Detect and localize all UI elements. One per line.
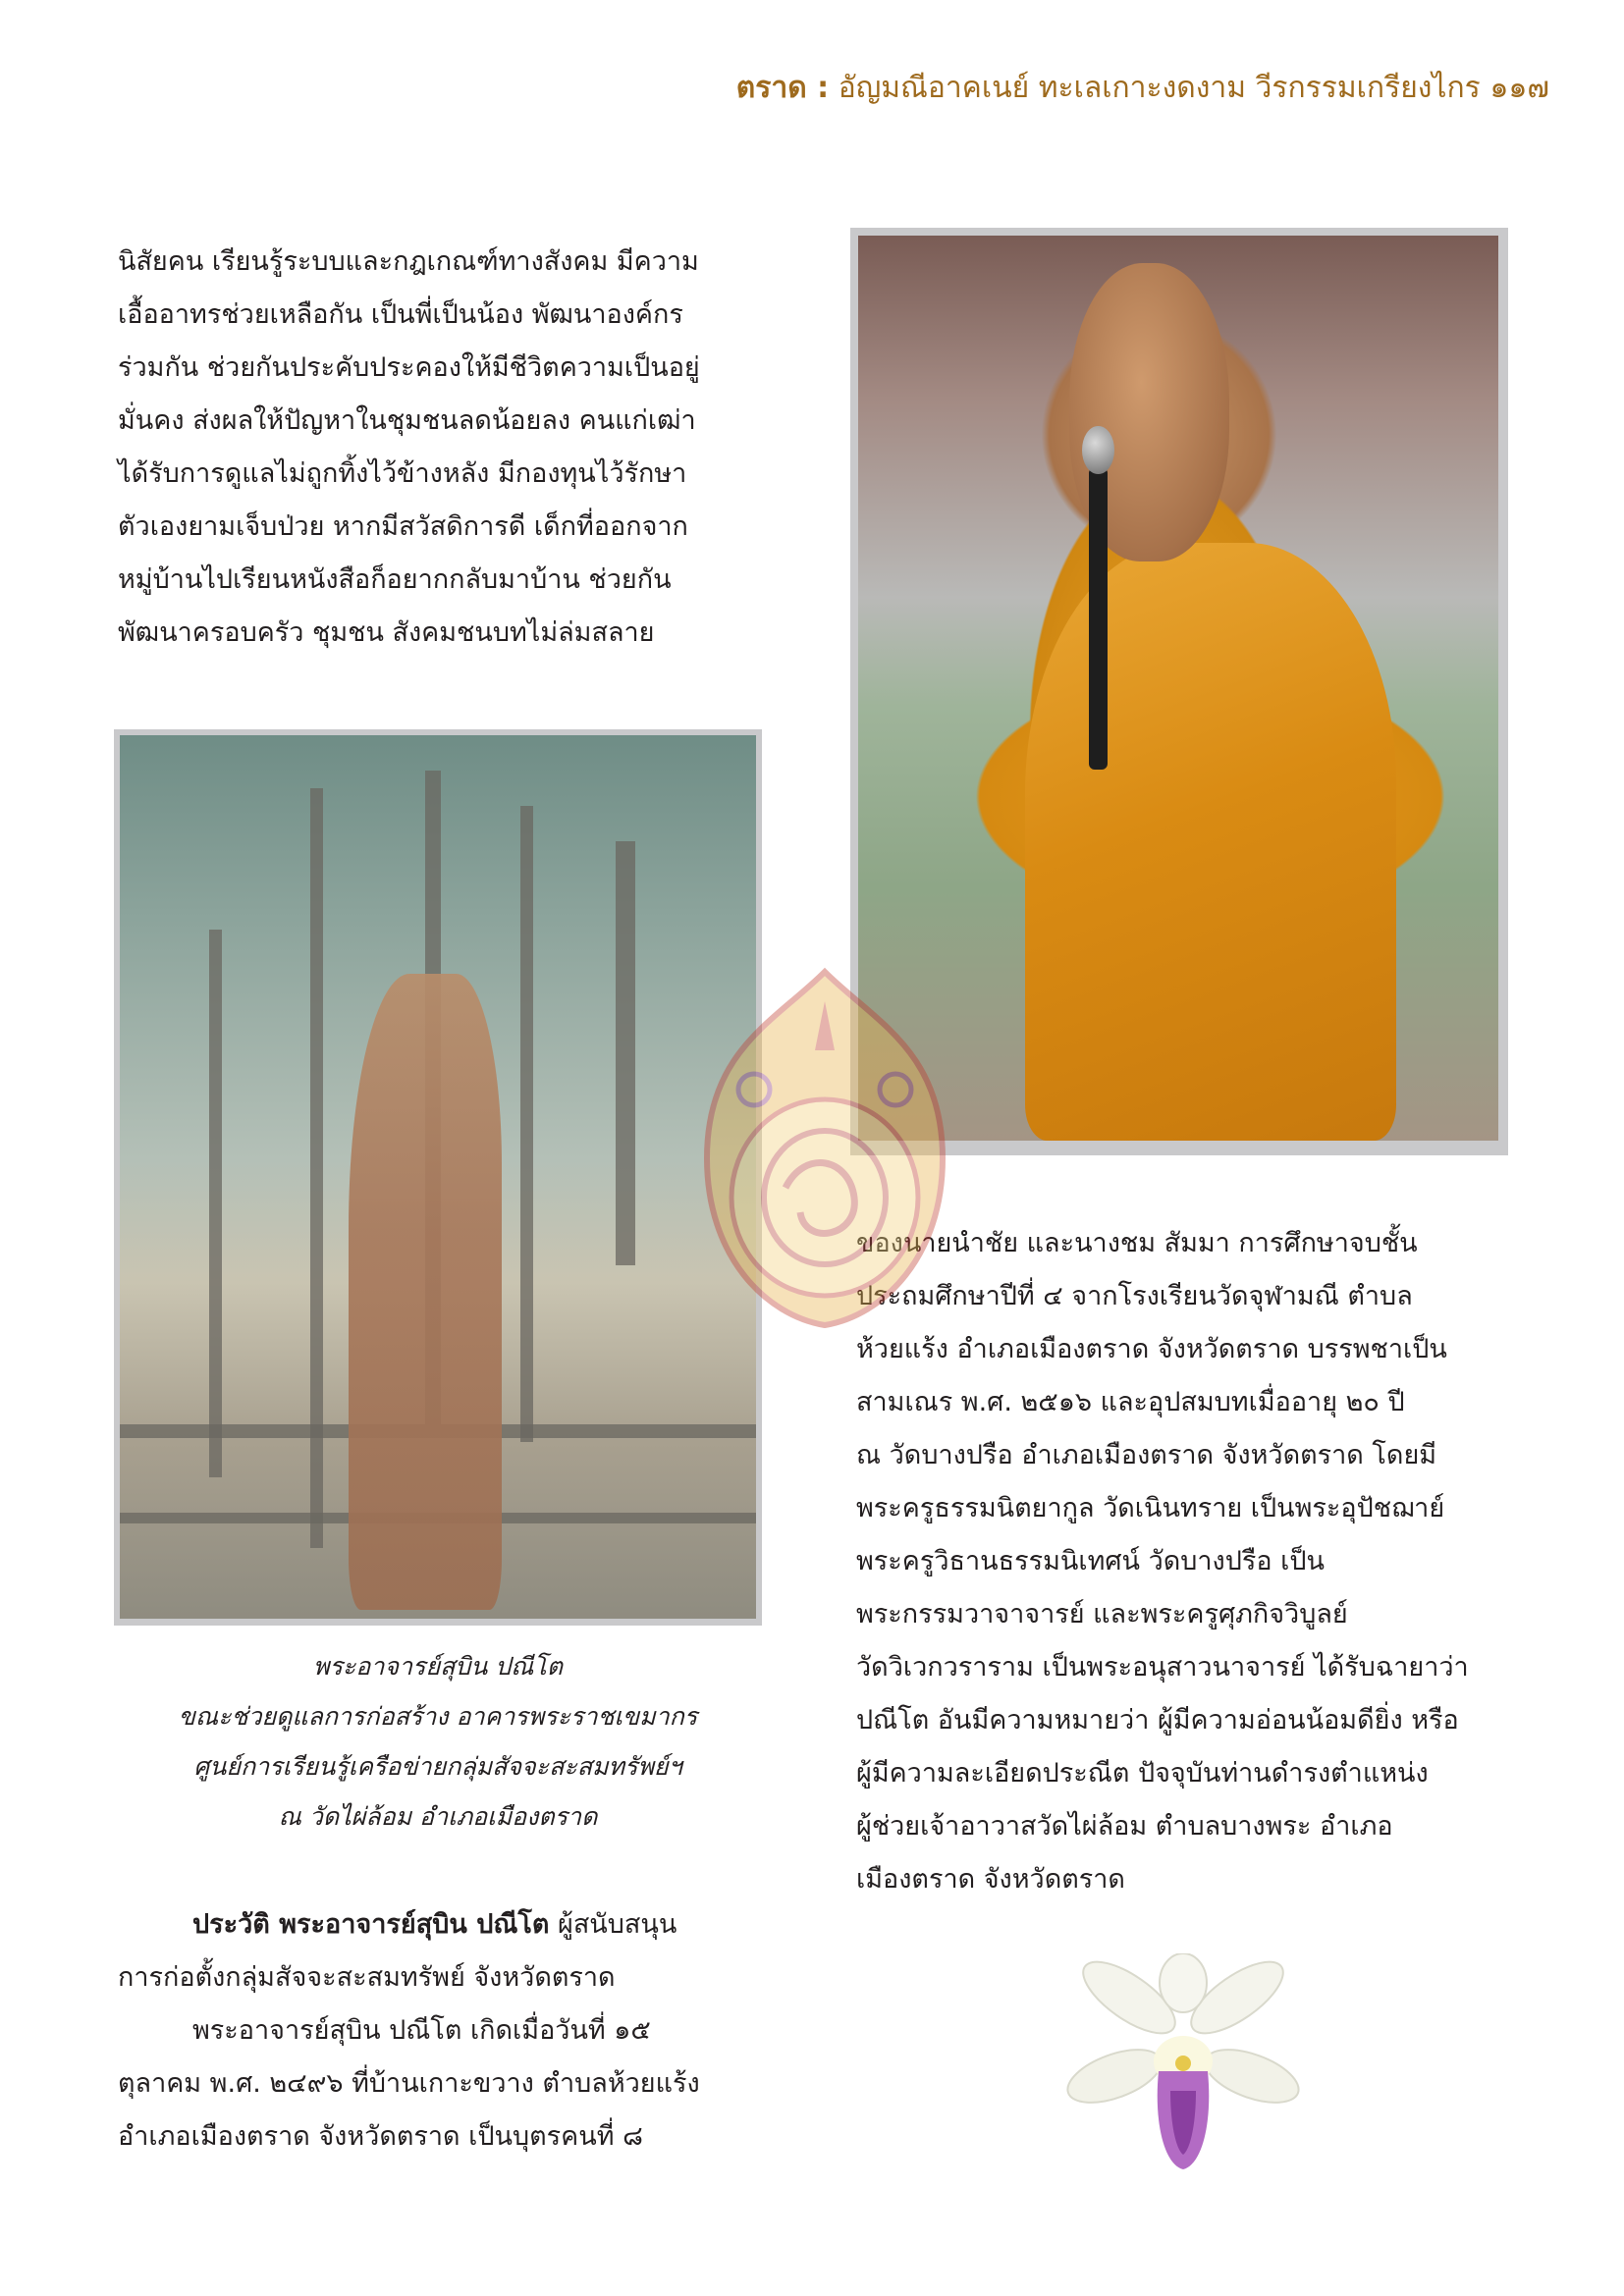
- text-line: ตัวเองยามเจ็บป่วย หากมีสวัสดิการดี เด็กที่ออกจาก: [118, 511, 688, 542]
- text-line: ได้รับการดูแลไม่ถูกทิ้งไว้ข้างหลัง มีกองทุนไว้รักษา: [118, 458, 687, 489]
- text-line: เมืองตราด จังหวัดตราด: [856, 1864, 1125, 1895]
- monk-figure-shape: [349, 974, 502, 1610]
- header-subtitle: อัญมณีอาคเนย์ ทะเลเกาะงดงาม วีรกรรมเกรียงไกร: [838, 71, 1481, 105]
- text-line: อำเภอเมืองตราด จังหวัดตราด เป็นบุตรคนที่ ๘: [118, 2121, 643, 2152]
- header-province: ตราด :: [735, 71, 830, 105]
- body-text-left-top: [118, 236, 736, 660]
- ministry-seal-watermark: [677, 962, 972, 1335]
- running-header: [0, 65, 1549, 111]
- text-line: ณ วัดบางปรือ อำเภอเมืองตราด จังหวัดตราด โดยมี: [856, 1440, 1437, 1470]
- text-line: หมู่บ้านไปเรียนหนังสือก็อยากกลับมาบ้าน ช่วยกัน: [118, 564, 672, 595]
- text-line: เอื้ออาทรช่วยเหลือกัน เป็นพี่เป็นน้อง พัฒนาองค์กร: [118, 299, 683, 330]
- body-text-left-bottom: [118, 1898, 738, 2163]
- text-line: ประถมศึกษาปีที่ ๔ จากโรงเรียนวัดจุฬามณี ตำบล: [856, 1281, 1413, 1311]
- construction-archive-photo: [120, 735, 756, 1619]
- microphone-icon: [1082, 426, 1114, 770]
- text-line: ผู้ช่วยเจ้าอาวาสวัดไผ่ล้อม ตำบลบางพระ อำเภอ: [856, 1811, 1393, 1842]
- text-line: ห้วยแร้ง อำเภอเมืองตราด จังหวัดตราด บรรพชาเป็น: [856, 1334, 1447, 1364]
- text-line: พระครูวิธานธรรมนิเทศน์ วัดบางปรือ เป็น: [856, 1546, 1326, 1576]
- text-line: ตุลาคม พ.ศ. ๒๔๙๖ ที่บ้านเกาะขวาง ตำบลห้วยแร้ง: [118, 2068, 700, 2099]
- caption-line: ณ วัดไผ่ล้อม อำเภอเมืองตราด: [278, 1802, 598, 1831]
- text-line: ผู้มีความละเอียดประณีต ปัจจุบันท่านดำรงตำแหน่ง: [856, 1758, 1429, 1789]
- text-line: นิสัยคน เรียนรู้ระบบและกฎเกณฑ์ทางสังคม มีความ: [118, 246, 699, 277]
- page-number: ๑๑๗: [1489, 71, 1549, 105]
- text-line: ของนายนำชัย และนางชม สัมมา การศึกษาจบชั้น: [856, 1228, 1418, 1258]
- caption-line: ขณะช่วยดูแลการก่อสร้าง อาคารพระราชเขมากร: [178, 1702, 698, 1731]
- text-line: การก่อตั้งกลุ่มสัจจะสะสมทรัพย์ จังหวัดตราด: [118, 1962, 616, 1993]
- text-line: พระอาจารย์สุบิน ปณีโต เกิดเมื่อวันที่ ๑๕: [192, 2015, 651, 2046]
- biography-heading: [118, 1898, 738, 1951]
- robe-shape: [1025, 543, 1396, 1141]
- text-line: สามเณร พ.ศ. ๒๕๑๖ และอุปสมบทเมื่ออายุ ๒๐ ปี: [856, 1387, 1405, 1417]
- biography-heading-bold: ประวัติ พระอาจารย์สุบิน ปณีโต: [192, 1909, 550, 1940]
- text-line: พัฒนาครอบครัว ชุมชน สังคมชนบทไม่ล่มสลาย: [118, 617, 655, 648]
- orchid-flower-icon: [1060, 1953, 1306, 2179]
- text-line: วัดวิเวกวราราม เป็นพระอนุสาวนาจารย์ ได้รับฉายาว่า: [856, 1652, 1469, 1682]
- photo-caption: [114, 1641, 762, 1842]
- text-line: พระกรรมวาจาจารย์ และพระครูศุภกิจวิบูลย์: [856, 1599, 1348, 1629]
- caption-line: พระอาจารย์สุบิน ปณีโต: [312, 1652, 564, 1681]
- text-line: พระครูธรรมนิตยากูล วัดเนินทราย เป็นพระอุปัชฌาย์: [856, 1493, 1445, 1523]
- biography-heading-rest: ผู้สนับสนุน: [549, 1909, 677, 1940]
- caption-line: ศูนย์การเรียนรู้เครือข่ายกลุ่มสัจจะสะสมทรัพย์ฯ: [193, 1752, 682, 1781]
- photo-frame-archive: [114, 729, 762, 1626]
- text-line: ปณีโต อันมีความหมายว่า ผู้มีความอ่อนน้อมดียิ่ง หรือ: [856, 1705, 1459, 1735]
- text-line: มั่นคง ส่งผลให้ปัญหาในชุมชนลดน้อยลง คนแก่เฒ่า: [118, 405, 696, 436]
- text-line: ร่วมกัน ช่วยกันประคับประคองให้มีชีวิตความเป็นอยู่: [118, 352, 700, 383]
